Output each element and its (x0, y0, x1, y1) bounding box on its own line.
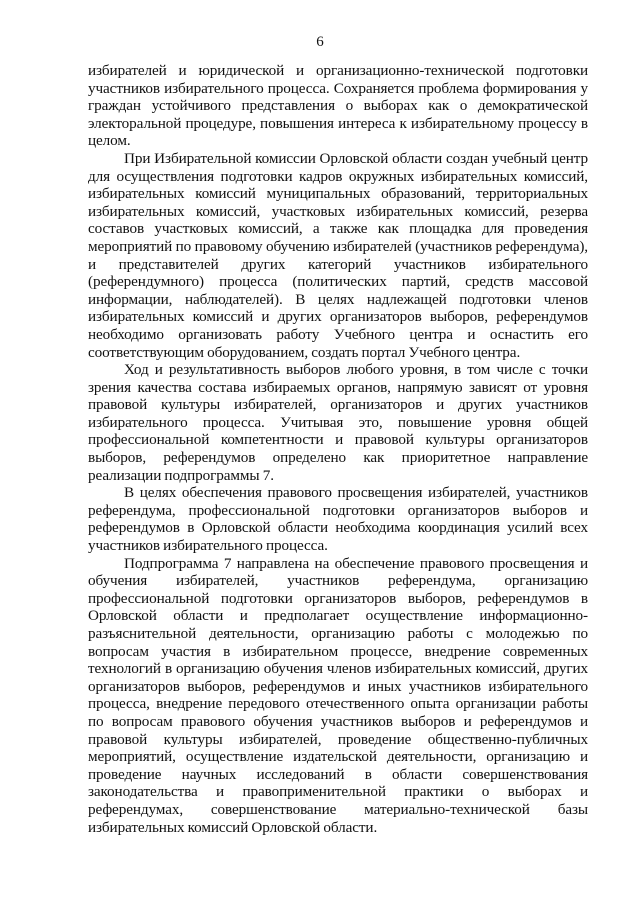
document-body (88, 62, 588, 836)
paragraph-subprogram-7: Подпрограмма 7 направлена на обеспечение правового просвещения и обучения избирателей, участников референдума, организацию профессиональной подготовки организаторов выборов, референдумов в Орловской области и предполагает осуществление информационно-разъяснительной деятельности, организацию работы с молодежью по вопросам участия в избирательном процессе, внедрение современных технологий в организацию обучения членов избирательных комиссий, других организаторов выборов, референдумов и иных участников избирательного процесса, внедрение передового отечественного опыта организации работы по вопросам правового обучения участников выборов и референдумов и правовой культуры избирателей, проведение общественно-публичных мероприятий, осуществление издательской деятельности, организацию и проведение научных исследований в области совершенствования законодательства и правоприменительной практики о выборах и референдумах, совершенствование материально-технической базы избирательных комиссий Орловской области. (88, 554, 588, 836)
paragraph-training-center: При Избирательной комиссии Орловской области создан учебный центр для осуществления подготовки кадров окружных избирательных комиссий, избирательных комиссий муниципальных образований, территориальных избирательных комиссий, участковых избирательных комиссий, резерва составов участковых комиссий, а также как площадка для проведения мероприятий по правовому обучению избирателей (участников референдума), и представителей других категорий участников избирательного (референдумного) процесса (политических партий, средств массовой информации, наблюдателей). В целях надлежащей подготовки членов избирательных комиссий и других организаторов выборов, референдумов необходимо организовать работу Учебного центра и оснастить его соответствующим оборудованием, создать портал Учебного центра. (88, 149, 588, 361)
paragraph-coordination: В целях обеспечения правового просвещения избирателей, участников референдума, профессиональной подготовки организаторов выборов и референдумов в Орловской области необходима координация усилий всех участников избирательного процесса. (88, 484, 588, 555)
page-number: 6 (316, 34, 324, 50)
paragraph-continuation: избирателей и юридической и организационно-технической подготовки участников избирательного процесса. Сохраняется проблема формирования у граждан устойчивого представления о выборах как о демократической электоральной процедуре, повышения интереса к избирательному процессу в целом. (88, 62, 588, 150)
paragraph-election-effectiveness: Ход и результативность выборов любого уровня, в том числе с точки зрения качества состава избираемых органов, напрямую зависят от уровня правовой культуры избирателей, организаторов и других участников избирательного процесса. Учитывая это, повышение уровня общей профессиональной компетентности и правовой культуры организаторов выборов, референдумов определено как приоритетное направление реализации подпрограммы 7. (88, 361, 588, 484)
